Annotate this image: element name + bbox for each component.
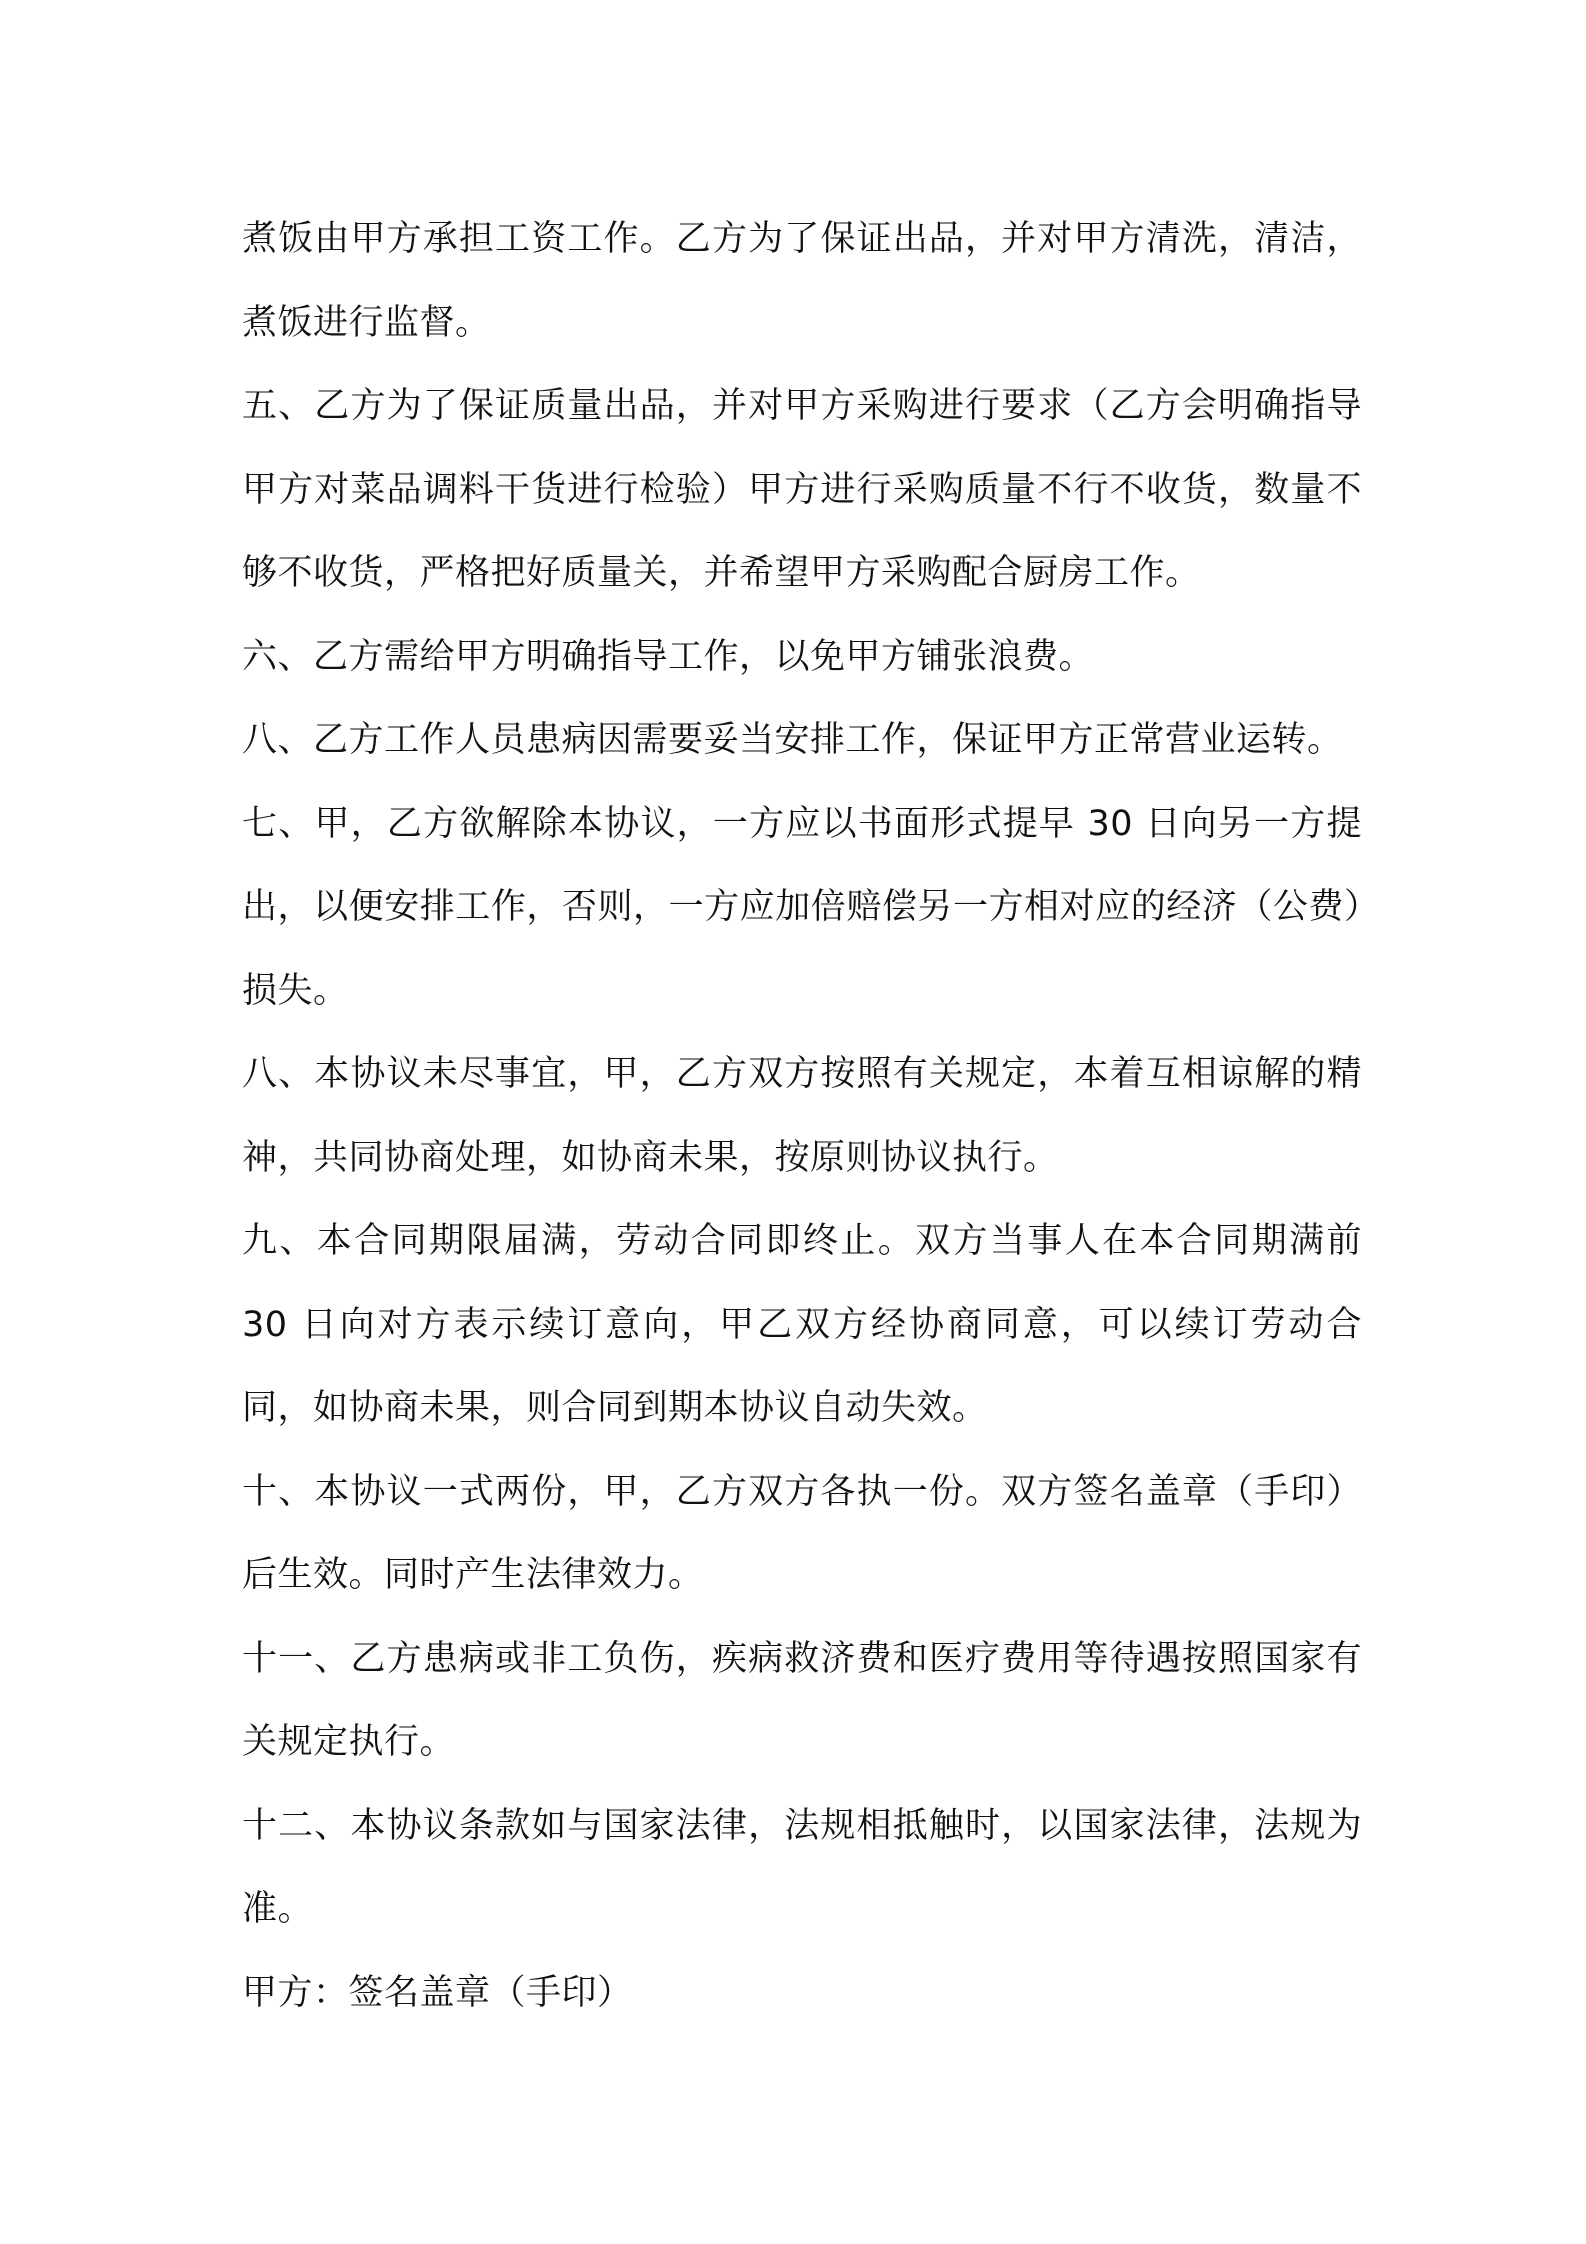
clause-ten-copies: 十、本协议一式两份，甲，乙方双方各执一份。双方签名盖章（手印）后生效。同时产生法律效力。 <box>242 1471 1362 1595</box>
clause-eight-illness-arrangement: 八、乙方工作人员患病因需要妥当安排工作，保证甲方正常营业运转。 <box>242 720 1343 760</box>
document-body <box>242 198 1362 2035</box>
party-a-signature-line: 甲方：签名盖章（手印） <box>242 1972 633 2013</box>
clause-twelve-law: 十二、本协议条款如与国家法律，法规相抵触时，以国家法律，法规为准。 <box>242 1805 1362 1929</box>
clause-eight-unresolved-matters: 八、本协议未尽事宜，甲，乙方双方按照有关规定，本着互相谅解的精神，共同协商处理，如协商未果，按原则协议执行。 <box>242 1054 1362 1178</box>
clause-eleven-medical: 十一、乙方患病或非工负伤，疾病救济费和医疗费用等待遇按照国家有关规定执行。 <box>242 1638 1362 1762</box>
clause-seven-termination: 七、甲，乙方欲解除本协议，一方应以书面形式提早 30 日向另一方提出，以便安排工作，否则，一方应加倍赔偿另一方相对应的经济（公费）损失。 <box>242 803 1362 1011</box>
clause-nine-expiry: 九、本合同期限届满，劳动合同即终止。双方当事人在本合同期满前 30 日向对方表示续订意向，甲乙双方经协商同意，可以续订劳动合同，如协商未果，则合同到期本协议自动失效。 <box>242 1221 1362 1428</box>
paragraph-cooking-supervision: 煮饭由甲方承担工资工作。乙方为了保证出品，并对甲方清洗，清洁，煮饭进行监督。 <box>242 219 1362 343</box>
clause-six-guidance: 六、乙方需给甲方明确指导工作，以免甲方铺张浪费。 <box>242 636 1095 677</box>
clause-five-procurement: 五、乙方为了保证质量出品，并对甲方采购进行要求（乙方会明确指导甲方对菜品调料干货进行检验）甲方进行采购质量不行不收货，数量不够不收货，严格把好质量关，并希望甲方采购配合厨房工作。 <box>242 386 1362 593</box>
